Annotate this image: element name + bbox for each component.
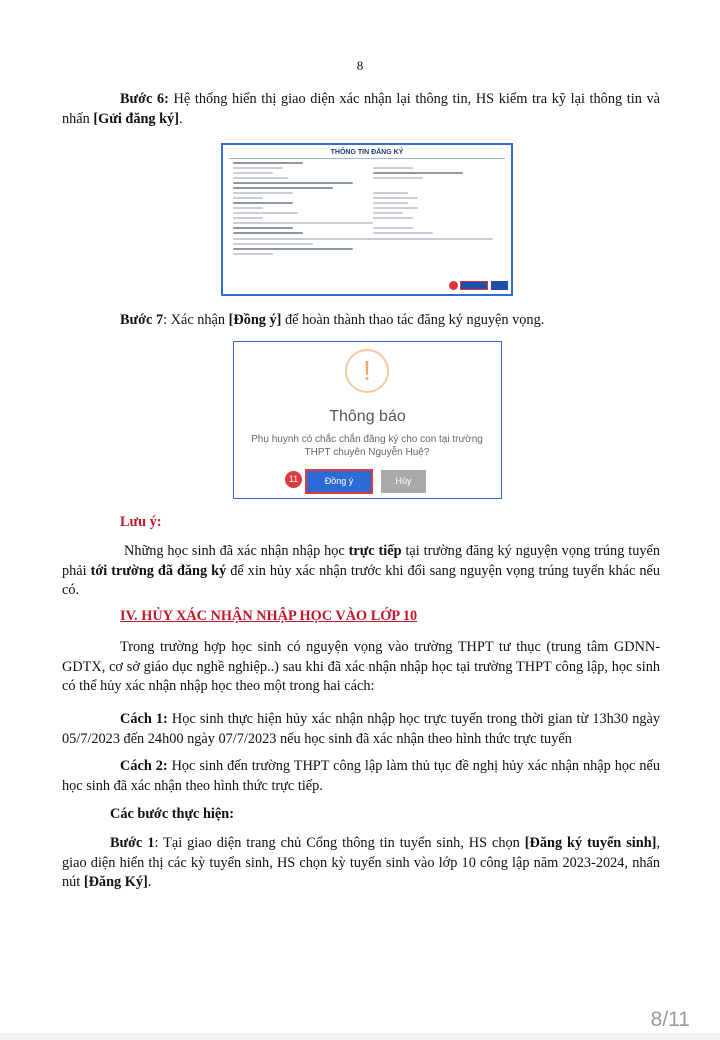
step6-label: Bước 6:	[120, 91, 169, 107]
form-divider	[229, 158, 505, 159]
way2-label: Cách 2:	[120, 758, 168, 774]
form-line	[373, 212, 403, 214]
step7-label: Bước 7	[120, 312, 164, 328]
submit-registration-button[interactable]	[460, 281, 488, 290]
step1-label: Bước 1	[110, 835, 155, 851]
form-line	[233, 172, 273, 174]
step6-end: .	[179, 110, 183, 127]
note-bold: trực tiếp	[348, 543, 402, 559]
form-line	[233, 238, 493, 240]
form-line	[373, 217, 413, 219]
note-text: để xin hủy xác nhận trước khi đổi sang nguyện vọng trúng tuyển khác nếu có.	[62, 562, 660, 598]
way1-paragraph	[62, 710, 660, 749]
way2-text: Học sinh đến trường THPT công lập làm thủ tục đề nghị hủy xác nhận nhập học nếu học sinh đã xác nhận theo hình thức trực tiếp.	[62, 758, 660, 794]
step7-button-ref: [Đồng ý]	[228, 312, 282, 328]
step1-end: .	[147, 874, 152, 890]
form-line	[233, 243, 313, 245]
form-line	[373, 232, 433, 234]
form-line	[233, 167, 283, 169]
form-line	[373, 177, 423, 179]
step-badge: 11	[285, 471, 302, 488]
step7-text-end: để hoàn thành thao tác đăng ký nguyện vọng.	[281, 312, 545, 328]
way1-text: Học sinh thực hiện hủy xác nhận nhập học trực tuyến trong thời gian từ 13h30 ngày 05/7/2023 đến 24h00 ngày 07/7/2023 nếu học sinh đã xác nhận theo hình thức trực tuyến	[62, 711, 660, 747]
form-line	[233, 232, 303, 234]
form-line	[373, 172, 463, 174]
form-back-button[interactable]	[491, 281, 508, 290]
form-line	[233, 162, 303, 164]
form-line	[233, 217, 263, 219]
steps-heading: Các bước thực hiện:	[110, 806, 234, 822]
form-line	[233, 248, 353, 250]
step7-paragraph	[62, 311, 660, 331]
confirm-dialog	[233, 341, 502, 499]
confirm-button[interactable]: Đồng ý	[305, 469, 373, 494]
form-line	[373, 227, 413, 229]
page-indicator: 8/11	[650, 1008, 690, 1031]
step7-text: : Xác nhận	[163, 312, 229, 328]
note-title: Lưu ý:	[120, 514, 162, 530]
section-intro: Trong trường hợp học sinh có nguyện vọng vào trường THPT tư thục (trung tâm GDNN-GDTX, cơ sở giáo dục nghề nghiệp..) sau khi đã xác nhận nhập học tại trường THPT công lập, học sinh có thể hủy xác nhận nhập học theo một trong hai cách:	[62, 639, 660, 694]
step1-text: , giao diện hiển thị các kỳ tuyển sinh, HS chọn kỳ tuyển sinh vào lớp 10 công lập năm 2023-2024, nhấn nút	[62, 835, 660, 890]
form-line	[233, 187, 333, 189]
note-bold: tới trường đã đăng ký	[90, 562, 227, 579]
way2-paragraph	[62, 757, 660, 796]
step1-bold: [Đăng ký tuyển sinh]	[524, 835, 657, 851]
form-line	[233, 212, 298, 214]
step1-button-ref: [Đăng Ký]	[83, 874, 148, 890]
form-line	[373, 207, 418, 209]
viewer-bottom-bar	[0, 1033, 720, 1040]
form-line	[233, 207, 263, 209]
step1-paragraph	[62, 834, 660, 893]
note-text: Những học sinh đã xác nhận nhập học	[124, 543, 349, 559]
step1-text: : Tại giao diện trang chủ Cổng thông tin tuyển sinh, HS chọn	[154, 835, 525, 851]
form-line	[233, 253, 273, 255]
cancel-button[interactable]: Hủy	[381, 470, 426, 493]
step6-button-ref: [Gửi đăng ký]	[93, 110, 180, 127]
form-line	[373, 202, 408, 204]
warning-icon: !	[345, 349, 389, 393]
note-paragraph	[62, 542, 660, 601]
form-line	[373, 197, 418, 199]
form-step-badge	[449, 281, 458, 290]
way1-label: Cách 1:	[120, 711, 168, 727]
form-line	[233, 197, 263, 199]
form-line	[233, 182, 353, 184]
form-line	[233, 202, 293, 204]
form-line	[373, 167, 413, 169]
form-line	[233, 192, 293, 194]
form-line	[233, 222, 373, 224]
form-line	[233, 177, 288, 179]
form-title: THÔNG TIN ĐĂNG KÝ	[330, 149, 404, 156]
dialog-title: Thông báo	[329, 408, 406, 425]
section-heading: IV. HỦY XÁC NHẬN NHẬP HỌC VÀO LỚP 10	[120, 608, 418, 624]
form-line	[373, 192, 408, 194]
note-text: tại trường đăng ký nguyện vọng trúng tuyển phải	[62, 543, 660, 579]
form-line	[233, 227, 293, 229]
registration-form-screenshot	[221, 143, 513, 296]
page-number: 8	[356, 58, 364, 73]
step6-paragraph	[62, 90, 660, 129]
dialog-message: Phụ huynh có chắc chắn đăng ký cho con tại trường THPT chuyên Nguyễn Huệ?	[251, 434, 483, 458]
step6-text: Hệ thống hiển thị giao diện xác nhận lại thông tin, HS kiểm tra kỹ lại thông tin và nhấn	[62, 91, 660, 127]
